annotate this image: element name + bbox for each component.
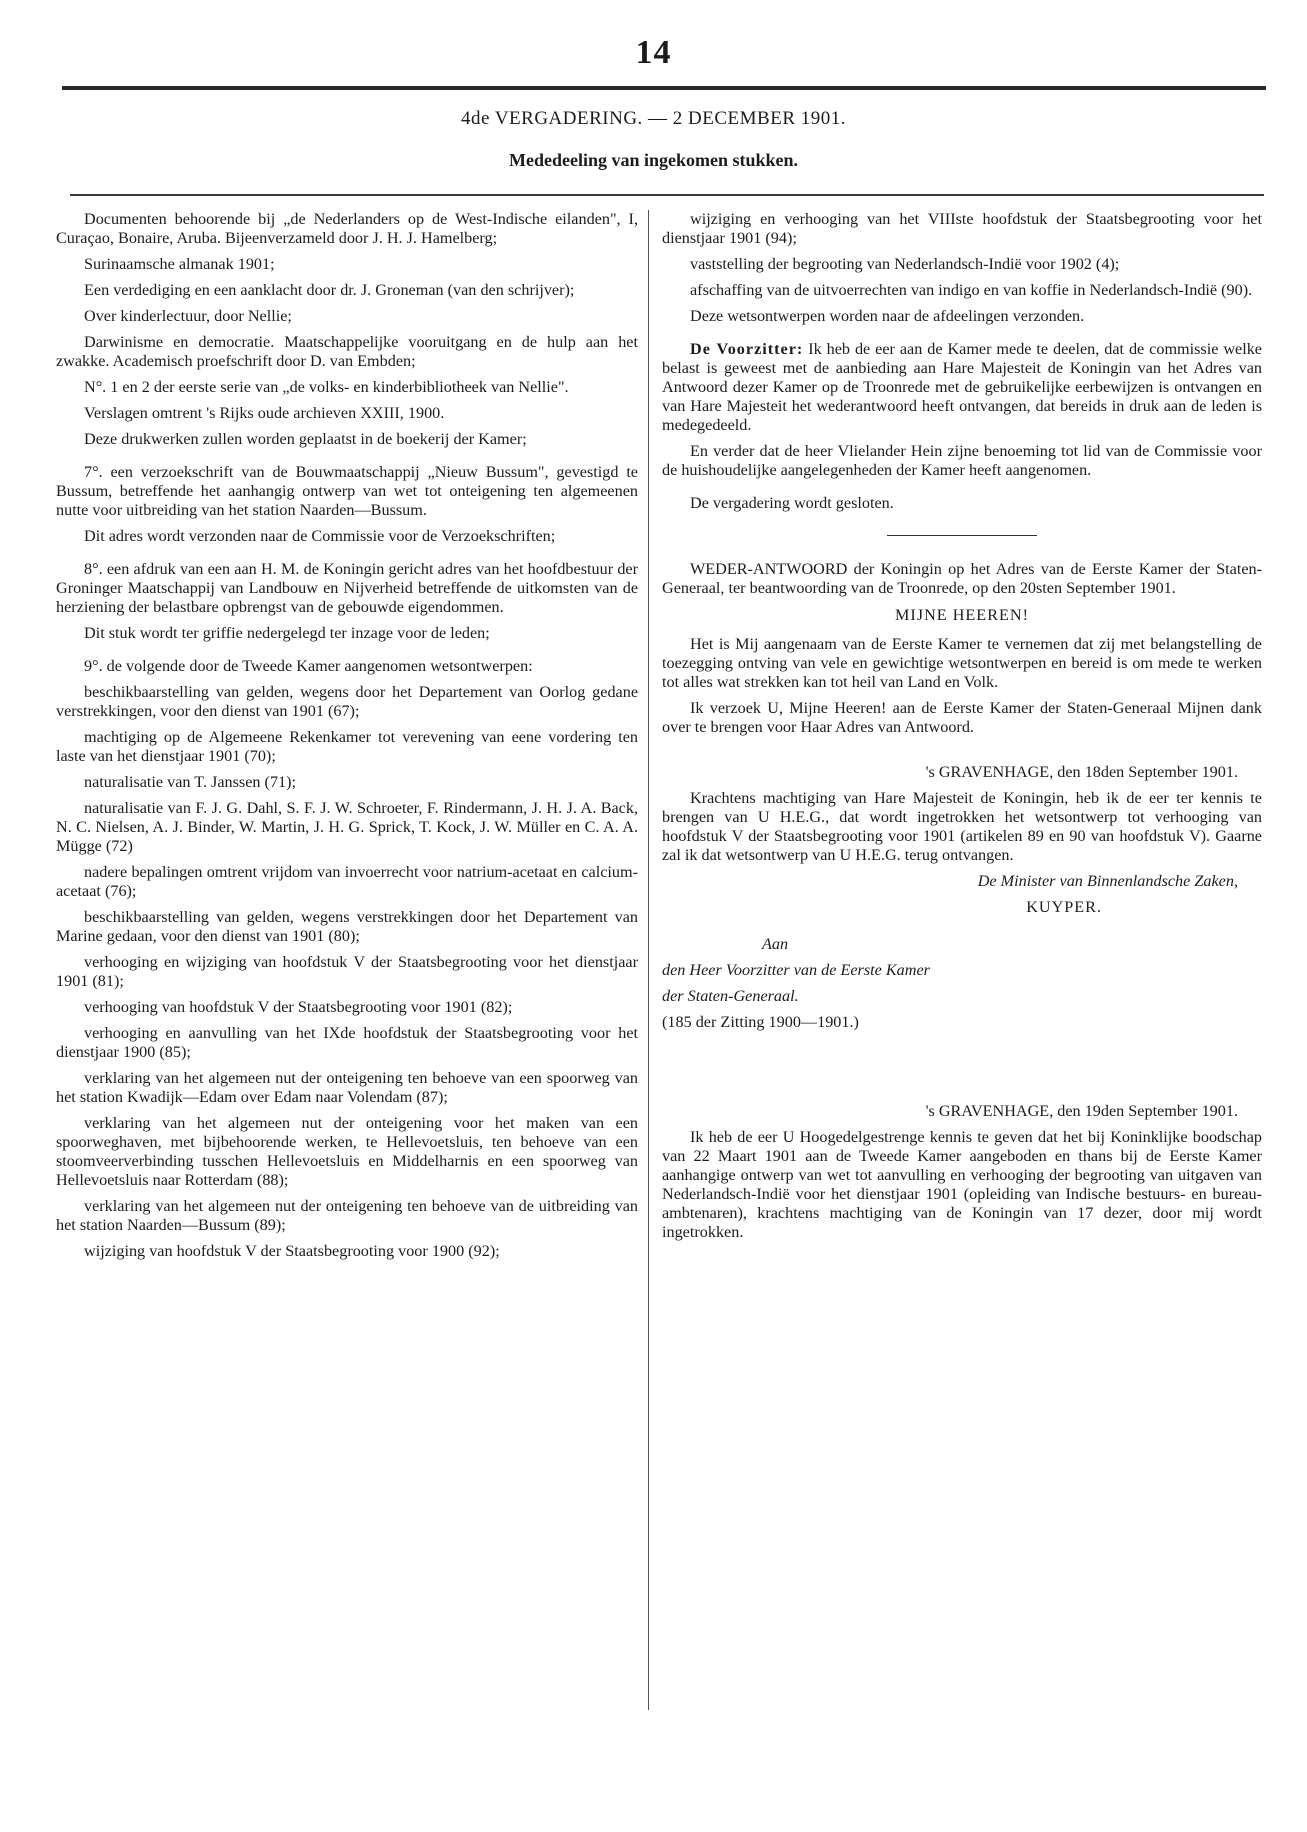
- paragraph: En verder dat de heer Vlielander Hein zijne benoeming tot lid van de Commissie voor de huishoudelijke aangelegenheden der Kamer heeft aangenomen.: [662, 442, 1262, 479]
- addressee-line: Aan: [762, 935, 789, 953]
- paragraph: 9°. de volgende door de Tweede Kamer aangenomen wetsontwerpen:: [84, 657, 533, 675]
- paragraph: Verslagen omtrent 's Rijks oude archieven XXIII, 1900.: [84, 404, 445, 422]
- signature-name: KUYPER.: [1026, 898, 1102, 916]
- paragraph: Een verdediging en een aanklacht door dr. J. Groneman (van den schrijver);: [84, 281, 575, 299]
- paragraph: Darwinisme en democratie. Maatschappelijke vooruitgang en de hulp aan het zwakke. Academisch proefschrift door D. van Embden;: [56, 333, 638, 370]
- list-item: beschikbaarstelling van gelden, wegens verstrekkingen door het Departement van Marine gedaan, voor den dienst van 1901 (80);: [56, 908, 638, 945]
- paragraph: Ik heb de eer U Hoogedelgestrenge kennis te geven dat het bij Koninklijke boodschap van 22 Maart 1901 aan de Tweede Kamer aangeboden en thans bij de Eerste Kamer aanhangige ontwerp van wet tot aanvulling en verhooging der begrooting van uitgaven van Nederlandsch-Indië voor het dienstjaar 1901 (opleiding van Indische bestuurs- en bureau-ambtenaren), krachtens machtiging van de Koningin van 17 dezer, door mij wordt ingetrokken.: [662, 1128, 1262, 1241]
- left-column: [56, 210, 638, 1268]
- dateline: 's GRAVENHAGE, den 18den September 1901.: [925, 763, 1238, 781]
- chair-statement: [662, 340, 1262, 435]
- separator-rule: [887, 535, 1037, 536]
- list-item: machtiging op de Algemeene Rekenkamer tot verevening van eene vordering ten laste van het dienstjaar 1901 (70);: [56, 728, 638, 765]
- statement-text: Ik heb de eer aan de Kamer mede te deelen, dat de commissie welke belast is geweest met de aanbieding aan Hare Majesteit de Koningin van het Adres van Antwoord dezer Kamer op de Troonrede met de gebruikelijke eerbewijzen is ontvangen en van Hare Majesteit het wederantwoord heeft ontvangen, dat bereids in druk aan de leden is medegedeeld.: [662, 340, 1262, 434]
- salutation: MIJNE HEEREN!: [895, 606, 1029, 624]
- paragraph: 7°. een verzoekschrift van de Bouwmaatschappij „Nieuw Bussum", gevestigd te Bussum, betreffende het aanhangig ontwerp van wet tot onteigening ten algemeenen nutte voor uitbreiding van het station Naarden—Bussum.: [56, 463, 638, 519]
- list-item: afschaffing van de uitvoerrechten van indigo en van koffie in Nederlandsch-Indië (90).: [690, 281, 1253, 299]
- paragraph: Krachtens machtiging van Hare Majesteit de Koningin, heb ik de eer ter kennis te brengen van U H.E.G., dat wordt ingetrokken het wetsontwerp tot verhooging van hoofdstuk V der Staatsbegrooting voor 1901 (artikelen 89 en 90 van hoofdstuk V). Gaarne zal ik dat wetsontwerp van U H.E.G. terug ontvangen.: [662, 789, 1262, 864]
- paragraph: Dit adres wordt verzonden naar de Commissie voor de Verzoekschriften;: [84, 527, 556, 545]
- dateline: 's GRAVENHAGE, den 19den September 1901.: [925, 1102, 1238, 1120]
- list-item: verklaring van het algemeen nut der onteigening ten behoeve van een spoorweg van het station Kwadijk—Edam over Edam naar Volendam (87);: [56, 1069, 638, 1106]
- list-item: verhooging en aanvulling van het IXde hoofdstuk der Staatsbegrooting voor het dienstjaar 1900 (85);: [56, 1024, 638, 1061]
- session-reference: (185 der Zitting 1900—1901.): [662, 1013, 859, 1031]
- addressee-line: der Staten-Generaal.: [662, 987, 799, 1005]
- list-item: vaststelling der begrooting van Nederlandsch-Indië voor 1902 (4);: [690, 255, 1120, 273]
- list-item: naturalisatie van F. J. G. Dahl, S. F. J. W. Schroeter, F. Rindermann, J. H. J. A. Back, N. C. Nielsen, A. J. Binder, W. Martin, J. H. G. Sprick, T. Kock, J. W. Müller en C. A. A. Mügge (72): [56, 799, 638, 855]
- paragraph: Over kinderlectuur, door Nellie;: [84, 307, 292, 325]
- meeting-title: 4de VERGADERING. — 2 DECEMBER 1901.: [460, 108, 846, 129]
- list-item: verhooging en wijziging van hoofdstuk V der Staatsbegrooting voor het dienstjaar 1901 (81);: [56, 953, 638, 990]
- column-divider: [648, 210, 649, 1710]
- right-column: [662, 210, 1262, 1249]
- list-item: wijziging en verhooging van het VIIIste hoofdstuk der Staatsbegrooting voor het dienstjaar 1901 (94);: [662, 210, 1262, 247]
- paragraph: Surinaamsche almanak 1901;: [84, 255, 275, 273]
- speaker-name: De Voorzitter:: [690, 340, 804, 358]
- page-number: 14: [635, 34, 672, 71]
- list-item: nadere bepalingen omtrent vrijdom van invoerrecht voor natrium-acetaat en calcium-acetaat (76);: [56, 863, 638, 900]
- signature-role: De Minister van Binnenlandsche Zaken,: [977, 872, 1238, 890]
- paragraph: Deze wetsontwerpen worden naar de afdeelingen verzonden.: [690, 307, 1085, 325]
- paragraph: Het is Mij aangenaam van de Eerste Kamer te vernemen dat zij met belangstelling de toezegging ontving van vele en gewichtige wetsontwerpen en bereid is om mede te werken tot alles wat strekken kan tot heil van Land en Volk.: [662, 635, 1262, 691]
- list-item: verhooging van hoofdstuk V der Staatsbegrooting voor 1901 (82);: [84, 998, 513, 1016]
- addressee-line: den Heer Voorzitter van de Eerste Kamer: [662, 961, 930, 979]
- paragraph: De vergadering wordt gesloten.: [690, 494, 894, 512]
- letter-title: WEDER-ANTWOORD der Koningin op het Adres van de Eerste Kamer der Staten-Generaal, ter beantwoording van de Troonrede, op den 20sten September 1901.: [662, 560, 1262, 597]
- list-item: beschikbaarstelling van gelden, wegens door het Departement van Oorlog gedane verstrekkingen, voor den dienst van 1901 (67);: [56, 683, 638, 720]
- paragraph: Dit stuk wordt ter griffie nedergelegd ter inzage voor de leden;: [84, 624, 490, 642]
- section-title: Mededeeling van ingekomen stukken.: [508, 150, 799, 170]
- paragraph: Deze drukwerken zullen worden geplaatst in de boekerij der Kamer;: [84, 430, 527, 448]
- list-item: naturalisatie van T. Janssen (71);: [84, 773, 297, 791]
- list-item: verklaring van het algemeen nut der onteigening voor het maken van een spoorweghaven, met bijbehoorende werken, te Hellevoetsluis, ten behoeve van een stoomveerverbinding tusschen Hellevoetsluis en Middelharnis en een spoorweg van Hellevoetsluis naar Rotterdam (88);: [56, 1114, 638, 1189]
- section-rule: [70, 194, 1264, 196]
- paragraph: N°. 1 en 2 der eerste serie van „de volks- en kinderbibliotheek van Nellie".: [84, 378, 569, 396]
- list-item: verklaring van het algemeen nut der onteigening ten behoeve van de uitbreiding van het station Naarden—Bussum (89);: [56, 1197, 638, 1234]
- list-item: wijziging van hoofdstuk V der Staatsbegrooting voor 1900 (92);: [84, 1242, 500, 1260]
- top-rule: [62, 86, 1266, 90]
- paragraph: Ik verzoek U, Mijne Heeren! aan de Eerste Kamer der Staten-Generaal Mijnen dank over te brengen voor Haar Adres van Antwoord.: [662, 699, 1262, 736]
- paragraph: Documenten behoorende bij „de Nederlanders op de West-Indische eilanden", I, Curaçao, Bonaire, Aruba. Bijeenverzameld door J. H. J. Hamelberg;: [56, 210, 638, 247]
- paragraph: 8°. een afdruk van een aan H. M. de Koningin gericht adres van het hoofdbestuur der Groninger Maatschappij van Landbouw en Nijverheid betreffende de uitkomsten van de herziening der belastbare opbrengst van de gebouwde eigendommen.: [56, 560, 638, 616]
